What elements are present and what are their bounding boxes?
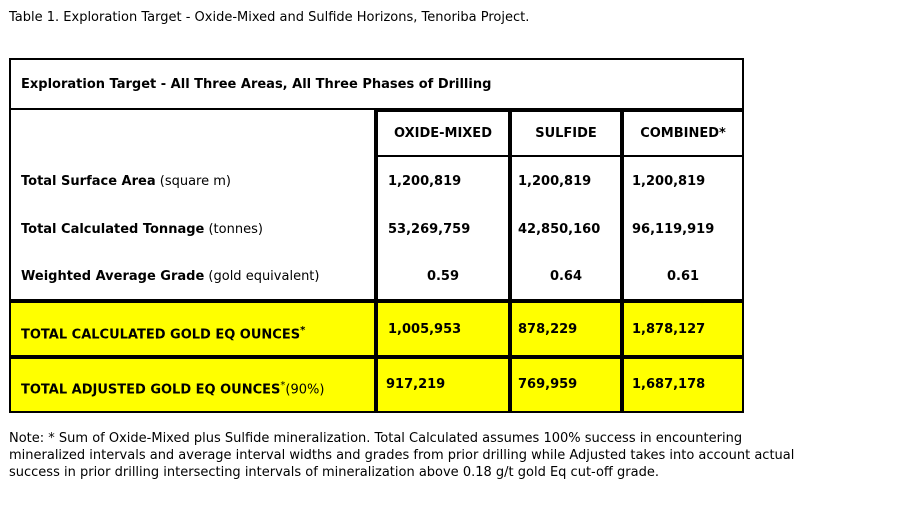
table-row [9, 206, 744, 253]
header-sulfide: SULFIDE [510, 110, 622, 157]
cell-oxide-mixed: 1,005,953 [376, 301, 510, 357]
table-row [9, 253, 744, 301]
cell-sulfide: 769,959 [510, 357, 622, 413]
cell-oxide-mixed: 1,200,819 [376, 157, 510, 206]
footnote-mark: * [280, 380, 286, 392]
cell-combined: 1,687,178 [622, 357, 744, 413]
highlight-label-text: TOTAL ADJUSTED GOLD EQ OUNCES [21, 382, 281, 398]
cell-combined: 1,200,819 [622, 157, 744, 206]
row-unit: (square m) [159, 174, 231, 189]
highlight-label-text: TOTAL CALCULATED GOLD EQ OUNCES [21, 327, 301, 343]
cell-oxide-mixed: 0.59 [376, 253, 510, 301]
highlight-suffix: (90%) [285, 382, 325, 398]
highlight-row [9, 301, 744, 357]
cell-sulfide: 1,200,819 [510, 157, 622, 206]
footnote-mark: * [300, 325, 306, 337]
cell-combined: 1,878,127 [622, 301, 744, 357]
cell-sulfide: 42,850,160 [510, 206, 622, 253]
header-empty-cell [9, 110, 376, 157]
cell-combined: 0.61 [622, 253, 744, 301]
row-label-text: Total Surface Area [21, 174, 156, 189]
highlight-row [9, 357, 744, 413]
row-label-text: Weighted Average Grade [21, 268, 205, 284]
highlight-label [9, 357, 376, 413]
footnote: Note: * Sum of Oxide-Mixed plus Sulfide mineralization. Total Calculated assumes 100% success in encountering mineralized intervals and average interval widths and grades from prior drilling while Adjusted takes into account actual success in prior drilling intersecting intervals of mineralization above 0.18 g/t gold Eq cut-off grade. [9, 431, 795, 480]
highlight-label [9, 301, 376, 357]
table-header-row [9, 110, 744, 157]
exploration-target-table [9, 58, 744, 413]
row-unit: (tonnes) [208, 222, 263, 237]
table-caption: Table 1. Exploration Target - Oxide-Mixed and Sulfide Horizons, Tenoriba Project. [9, 10, 530, 25]
cell-oxide-mixed: 53,269,759 [376, 206, 510, 253]
cell-oxide-mixed: 917,219 [376, 357, 510, 413]
table-title-row [9, 58, 744, 110]
row-unit: (gold equivalent) [208, 268, 320, 284]
table-row [9, 157, 744, 206]
row-label [9, 253, 376, 301]
cell-sulfide: 878,229 [510, 301, 622, 357]
cell-sulfide: 0.64 [510, 253, 622, 301]
cell-combined: 96,119,919 [622, 206, 744, 253]
row-label-text: Total Calculated Tonnage [21, 222, 205, 237]
row-label [9, 157, 376, 206]
row-label [9, 206, 376, 253]
header-combined: COMBINED* [622, 110, 744, 157]
header-oxide-mixed: OXIDE-MIXED [376, 110, 510, 157]
table-title: Exploration Target - All Three Areas, All Three Phases of Drilling [9, 58, 744, 110]
